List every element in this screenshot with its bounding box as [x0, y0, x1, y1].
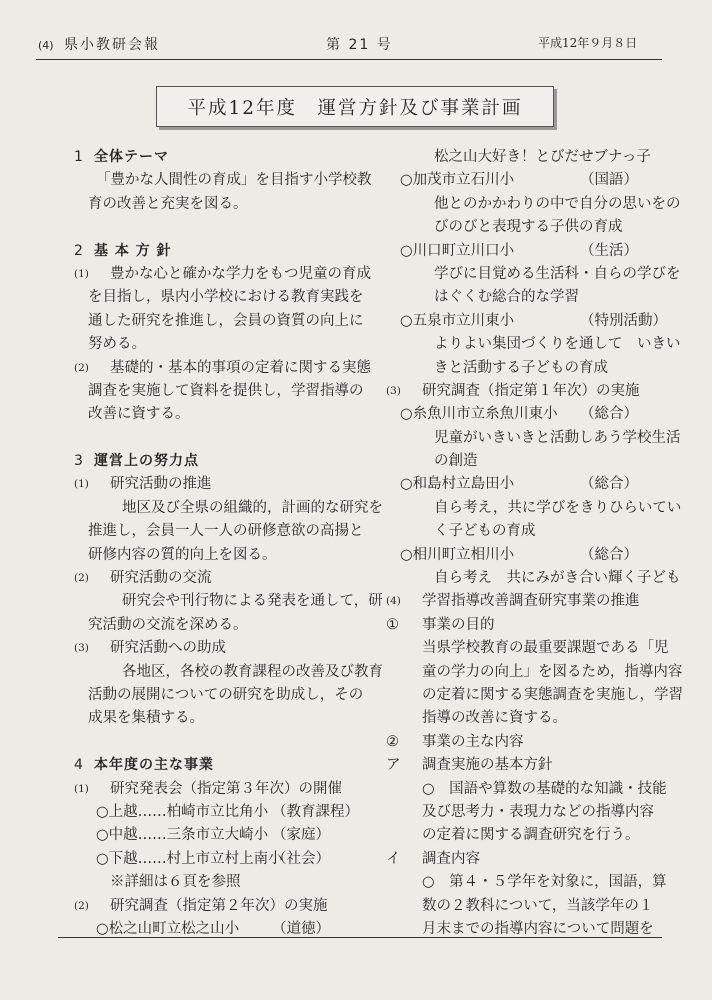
body-line: を目指し，県内小学校における教育実践を — [88, 289, 364, 306]
subsection-heading: (2) 研究活動の交流 — [74, 567, 356, 590]
subsection-heading: (4) 学習指導改善調査研究事業の推進 — [386, 590, 676, 613]
sub-heading: ② 事業の主な内容 — [386, 731, 676, 754]
header-rule — [36, 59, 662, 60]
theme-line: の創造 — [434, 453, 478, 470]
item-label: (1) — [74, 478, 89, 491]
issue-number: 第 21 号 — [326, 37, 393, 53]
subject-tag: （総合） — [580, 546, 638, 563]
body-line: 調査を実施して資料を提供し，学習指導の — [88, 382, 364, 399]
body-line: 努める。 — [88, 336, 146, 353]
subsection-heading: (1) 研究発表会（指定第３年次）の開催 — [74, 778, 356, 801]
item-label: (1) — [74, 267, 89, 280]
school-row: ○和島村立島田小 （総合） — [386, 473, 676, 496]
body-line: 改善に資する。 — [88, 406, 190, 423]
sub-heading: ① 事業の目的 — [386, 614, 676, 637]
body-line: 当県学校教育の最重要課題である「児 — [422, 640, 669, 657]
body-line: 通した研究を推進し，会員の資質の向上に — [88, 312, 364, 329]
school-row: ○相川町立相川小 （総合） — [386, 544, 676, 567]
body-line: 成果を集積する。 — [88, 710, 204, 727]
school-row: ○糸魚川市立糸魚川東小 （総合） — [386, 403, 676, 426]
theme-line: 他とのかかわりの中で自分の思いをの — [434, 195, 681, 212]
school-row: ○川口町立川口小 （生活） — [386, 240, 676, 263]
school-row: ○加茂市立石川小 （国語） — [386, 169, 676, 192]
subsection-heading: (3) 研究活動への助成 — [74, 637, 356, 660]
item-label: イ — [386, 850, 401, 867]
school-row: ○中越……三条市立大崎小 （家庭） — [74, 824, 356, 847]
item-label: (4) — [386, 595, 401, 608]
list-item: (1) 豊かな心と確かな学力をもつ児童の育成 — [74, 263, 356, 286]
issue-date: 平成12年９月８日 — [538, 36, 638, 50]
body-line: 推進し，会員一人一人の研修意欲の高揚と — [88, 523, 364, 540]
subject-tag: （国語） — [580, 172, 638, 189]
subject-tag: （社会） — [272, 850, 330, 867]
body-line: 各地区，各校の教育課程の改善及び教育 — [122, 663, 383, 680]
item-label: (1) — [74, 782, 89, 795]
subject-tag: （特別活動） — [580, 312, 667, 329]
theme-line: く子どもの育成 — [434, 523, 536, 540]
subject-tag: （生活） — [580, 242, 638, 259]
item-label: ア — [386, 757, 401, 774]
theme-line: 自ら考え，共に学びをきりひらいてい — [434, 499, 682, 516]
sub-heading: イ 調査内容 — [386, 848, 676, 871]
sub-heading: ア 調査実施の基本方針 — [386, 754, 676, 777]
section-heading: 4 本年度の主な事業 — [74, 757, 214, 774]
body-line: 指導の改善に資する。 — [422, 710, 567, 727]
header-left — [38, 34, 160, 54]
page-number: (4) — [38, 39, 54, 52]
item-label: (2) — [74, 899, 89, 912]
theme-line: びのびと表現する子供の育成 — [434, 219, 623, 236]
body-line: の定着に関する調査研究を行う。 — [422, 827, 640, 844]
body-line: 育の改善と充実を図る。 — [88, 195, 248, 212]
school-row: ○上越……柏崎市立比角小 （教育課程） — [74, 801, 356, 824]
theme-line: きと活動する子どもの育成 — [434, 359, 608, 376]
school-row: ○松之山町立松之山小 （道徳） — [74, 918, 356, 941]
subject-tag: （家庭） — [272, 827, 330, 844]
body-line: 数の２教科について，当該学年の１ — [422, 897, 654, 914]
subsection-heading: (1) 研究活動の推進 — [74, 473, 356, 496]
body-line: 「豊かな人間性の育成」を目指す小学校教 — [96, 172, 372, 189]
list-item: (2) 基礎的・基本的事項の定着に関する実態 — [74, 357, 356, 380]
subject-tag: （教育課程） — [272, 803, 359, 820]
theme-line: 児童がいきいきと活動しあう学校生活 — [434, 429, 681, 446]
item-label: (2) — [74, 361, 89, 374]
item-label: (2) — [74, 572, 89, 585]
theme-line: 自ら考え 共にみがき合い輝く子ども — [434, 570, 681, 587]
body-line: 研究会や刊行物による発表を通して，研 — [122, 593, 383, 610]
newsletter-name: 県小教研会報 — [64, 37, 161, 53]
page-title: 平成12年度 運営方針及び事業計画 — [156, 86, 554, 127]
body-line: 研修内容の質的向上を図る。 — [88, 546, 277, 563]
body-line: ○ 第４・５学年を対象に，国語，算 — [422, 874, 667, 891]
body-line: 活動の展開についての研究を助成し，その — [88, 686, 364, 703]
item-label: (3) — [386, 384, 401, 397]
item-label: ① — [386, 616, 399, 633]
note-line: ※詳細は６頁を参照 — [110, 874, 241, 891]
subsection-heading: (2) 研究調査（指定第２年次）の実施 — [74, 895, 356, 918]
subject-tag: （総合） — [580, 476, 638, 493]
school-row: ○下越……村上市立村上南小 （社会） — [74, 848, 356, 871]
body-line: 究活動の交流を深める。 — [88, 616, 248, 633]
body-line: の定着に関する実態調査を実施し，学習 — [422, 686, 683, 703]
theme-line: 学びに目覚める生活科・自らの学びを — [434, 265, 681, 282]
school-row: ○五泉市立川東小 （特別活動） — [386, 310, 676, 333]
body-line: 童の学力の向上」を図るため，指導内容 — [422, 663, 683, 680]
right-column — [386, 146, 683, 941]
subject-tag: （道徳） — [272, 920, 330, 937]
body-line: 月末までの指導内容について問題を — [422, 920, 654, 937]
subject-tag: （総合） — [580, 406, 638, 423]
subsection-heading: (3) 研究調査（指定第１年次）の実施 — [386, 380, 676, 403]
theme-line: 松之山大好き！とびだせブナっ子 — [434, 149, 651, 165]
item-label: ② — [386, 733, 399, 750]
body-line: ○ 国語や算数の基礎的な知識・技能 — [422, 780, 667, 797]
theme-line: はぐくむ総合的な学習 — [434, 289, 579, 306]
section-heading: 2 基 本 方 針 — [74, 242, 172, 259]
section-heading: 1 全体テーマ — [74, 149, 169, 165]
body-line: 地区及び全県の組織的，計画的な研究を — [122, 499, 383, 516]
item-label: (3) — [74, 642, 89, 655]
left-column — [74, 146, 383, 941]
body-line: 及び思考力・表現力などの指導内容 — [422, 803, 654, 820]
section-heading: 3 運営上の努力点 — [74, 453, 199, 470]
footer-rule — [58, 937, 662, 938]
theme-line: よりよい集団づくりを通して いきい — [434, 336, 681, 353]
